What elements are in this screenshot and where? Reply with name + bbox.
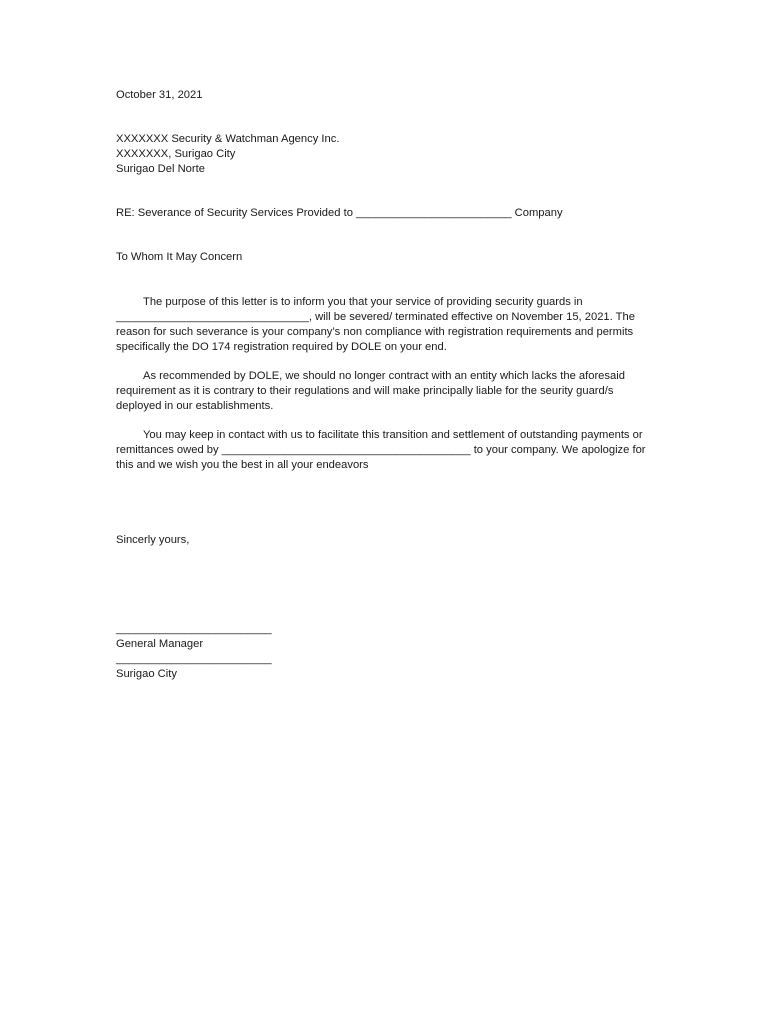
paragraph-text: The purpose of this letter is to inform you that your service of providing security guards in _______________________________, will be severed/ terminated effective on November 15, 2021. The reason for such severance is your company’s non compliance with registration requirements and permits specifically the DO 174 registration required by DOLE on your end. [116, 296, 635, 353]
body-paragraph-2 [116, 369, 656, 414]
recipient-line-2: XXXXXXX, Surigao City [116, 148, 236, 160]
signatory-location: Surigao City [116, 668, 177, 680]
signature-line-1: _________________________ [116, 623, 272, 635]
salutation [116, 250, 656, 265]
signatory-title: General Manager [116, 638, 204, 650]
signature-line-2: _________________________ [116, 653, 272, 665]
closing-text: Sincerly yours, [116, 534, 190, 546]
body-paragraph-3 [116, 428, 656, 473]
closing [116, 533, 656, 548]
paragraph-text: As recommended by DOLE, we should no longer contract with an entity which lacks the aforesaid requirement as it is contrary to their regulations and will make principally liable for the seurity guard/s deployed in our establishments. [116, 370, 625, 412]
salutation-text: To Whom It May Concern [116, 251, 243, 263]
letter-date [116, 88, 656, 103]
body-paragraph-1 [116, 295, 656, 355]
recipient-line-1: XXXXXXX Security & Watchman Agency Inc. [116, 133, 340, 145]
subject-text: RE: Severance of Security Services Provided to _________________________ Company [116, 207, 563, 219]
recipient-line-3: Surigao Del Norte [116, 163, 205, 175]
paragraph-text: You may keep in contact with us to facilitate this transition and settlement of outstanding payments or remittances owed by ________________________________________ to your company. We apologize for this and we wish you the best in all your endeavors [116, 429, 646, 471]
signature-block [116, 622, 656, 682]
recipient-address [116, 132, 656, 177]
date-text: October 31, 2021 [116, 89, 203, 101]
subject-line [116, 206, 656, 221]
